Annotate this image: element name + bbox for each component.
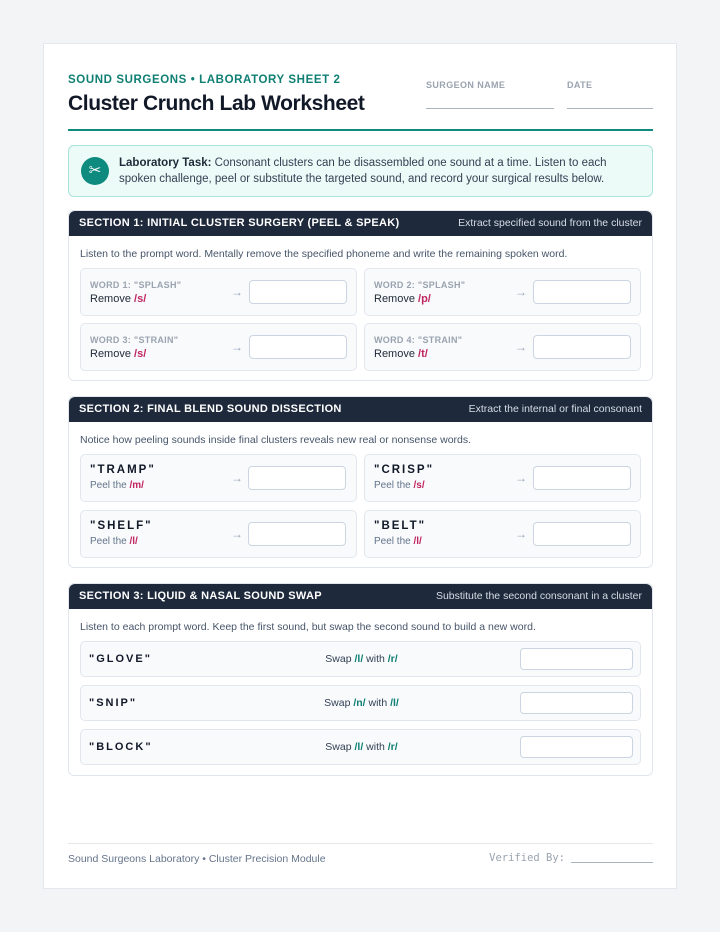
to-phoneme: /r/ [387, 653, 398, 665]
answer-input[interactable] [248, 466, 346, 490]
task-callout [68, 145, 653, 197]
surgeon-name-field[interactable] [426, 80, 554, 109]
to-phoneme: /r/ [387, 741, 398, 753]
target-phoneme: /l/ [413, 536, 422, 547]
section-3-instruction: Listen to each prompt word. Keep the first sound, but swap the second sound to build a new word. [80, 621, 536, 633]
word-card-instruction: Remove /p/ [374, 293, 431, 305]
swap-instruction: Swap /l/ with /r/ [325, 741, 398, 753]
blend-card-1 [80, 454, 357, 502]
task-body: Consonant clusters can be disassembled one sound at a time. Listen to each spoken challenge, peel or substitute the targeted sound, and record your surgical results below. [119, 157, 607, 185]
swap-word: "GLOVE" [89, 653, 152, 665]
to-phoneme: /l/ [390, 697, 399, 709]
from-phoneme: /l/ [354, 653, 364, 665]
section-2-subtitle: Extract the internal or final consonant [468, 403, 642, 415]
sheet-kicker: SOUND SURGEONS • LABORATORY SHEET 2 [68, 74, 341, 86]
answer-input[interactable] [520, 692, 633, 714]
verified-by-signature-line[interactable] [571, 862, 653, 863]
section-3-title: SECTION 3: LIQUID & NASAL SOUND SWAP [79, 590, 322, 602]
blend-word: "TRAMP" [90, 464, 156, 476]
arrow-right-icon: → [231, 471, 243, 485]
section-2-header [69, 397, 652, 422]
blend-word: "BELT" [374, 520, 427, 532]
blend-instruction: Peel the /l/ [374, 536, 422, 547]
answer-input[interactable] [520, 648, 633, 670]
verified-by-label: Verified By: [489, 852, 565, 864]
arrow-right-icon: → [231, 340, 243, 354]
answer-input[interactable] [533, 466, 631, 490]
word-card-instruction: Remove /t/ [374, 348, 428, 360]
blend-instruction: Peel the /s/ [374, 480, 425, 491]
answer-input[interactable] [520, 736, 633, 758]
section-2-instruction: Notice how peeling sounds inside final clusters reveals new real or nonsense words. [80, 434, 472, 446]
target-phoneme: /m/ [129, 480, 144, 491]
word-card-label: WORD 4: "STRAIN" [374, 335, 463, 345]
word-card-4 [364, 323, 641, 371]
swap-word: "SNIP" [89, 697, 138, 709]
swap-row-3 [80, 729, 641, 765]
scissors-icon: ✂ [81, 157, 109, 185]
surgeon-name-label: SURGEON NAME [426, 80, 506, 90]
answer-input[interactable] [533, 335, 631, 359]
section-3 [68, 583, 653, 776]
section-3-subtitle: Substitute the second consonant in a cluster [435, 590, 642, 602]
blend-word: "SHELF" [90, 520, 153, 532]
target-phoneme: /t/ [418, 348, 428, 360]
answer-input[interactable] [249, 335, 347, 359]
blend-instruction: Peel the /m/ [90, 480, 144, 491]
target-phoneme: /l/ [129, 536, 138, 547]
swap-instruction: Swap /l/ with /r/ [325, 653, 398, 665]
section-3-header [69, 584, 652, 609]
section-1-instruction: Listen to the prompt word. Mentally remove the specified phoneme and write the remaining spoken word. [80, 248, 568, 260]
answer-input[interactable] [249, 280, 347, 304]
section-2-title: SECTION 2: FINAL BLEND SOUND DISSECTION [79, 403, 342, 415]
date-label: DATE [567, 80, 593, 90]
worksheet-footer [68, 843, 653, 865]
answer-input[interactable] [533, 280, 631, 304]
blend-card-2 [364, 454, 641, 502]
worksheet-page [43, 43, 677, 889]
page-title: Cluster Crunch Lab Worksheet [68, 92, 365, 115]
blend-word: "CRISP" [374, 464, 435, 476]
word-card-1 [80, 268, 357, 316]
swap-row-2 [80, 685, 641, 721]
section-2 [68, 396, 653, 568]
target-phoneme: /s/ [134, 293, 147, 305]
date-line[interactable] [567, 108, 653, 109]
footer-module-text: Sound Surgeons Laboratory • Cluster Precision Module [68, 853, 326, 865]
swap-word: "BLOCK" [89, 741, 153, 753]
arrow-right-icon: → [515, 471, 527, 485]
word-card-label: WORD 2: "SPLASH" [374, 280, 466, 290]
from-phoneme: /l/ [354, 741, 364, 753]
arrow-right-icon: → [515, 340, 527, 354]
target-phoneme: /s/ [413, 480, 425, 491]
task-text [119, 155, 639, 187]
blend-instruction: Peel the /l/ [90, 536, 138, 547]
arrow-right-icon: → [231, 527, 243, 541]
answer-input[interactable] [248, 522, 346, 546]
surgeon-name-line[interactable] [426, 108, 554, 109]
word-card-label: WORD 1: "SPLASH" [90, 280, 182, 290]
from-phoneme: /n/ [353, 697, 366, 709]
target-phoneme: /s/ [134, 348, 147, 360]
target-phoneme: /p/ [418, 293, 431, 305]
swap-row-1 [80, 641, 641, 677]
task-lead: Laboratory Task: [119, 157, 212, 169]
answer-input[interactable] [533, 522, 631, 546]
arrow-right-icon: → [515, 527, 527, 541]
word-card-instruction: Remove /s/ [90, 293, 147, 305]
date-field[interactable] [567, 80, 653, 109]
word-card-2 [364, 268, 641, 316]
word-card-3 [80, 323, 357, 371]
word-card-label: WORD 3: "STRAIN" [90, 335, 179, 345]
arrow-right-icon: → [515, 285, 527, 299]
section-1-title: SECTION 1: INITIAL CLUSTER SURGERY (PEEL & SPEAK) [79, 217, 400, 229]
blend-card-4 [364, 510, 641, 558]
arrow-right-icon: → [231, 285, 243, 299]
section-1-subtitle: Extract specified sound from the cluster [458, 217, 642, 229]
section-1 [68, 210, 653, 381]
section-1-header [69, 211, 652, 236]
worksheet-header [68, 74, 653, 131]
word-card-instruction: Remove /s/ [90, 348, 147, 360]
swap-instruction: Swap /n/ with /l/ [324, 697, 399, 709]
blend-card-3 [80, 510, 357, 558]
